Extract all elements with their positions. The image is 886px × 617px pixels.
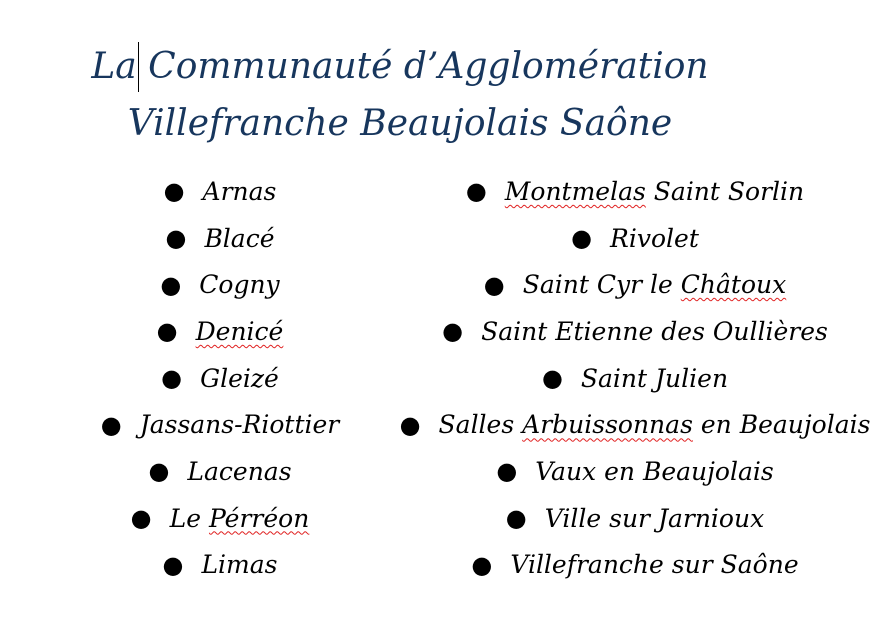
commune-name: Montmelas Saint Sorlin — [504, 176, 805, 206]
bullet-icon: ● — [100, 410, 122, 439]
commune-name: Rivolet — [610, 223, 699, 253]
document-title-line-2: Villefranche Beaujolais Saône — [127, 103, 673, 144]
list-item — [85, 355, 355, 402]
commune-name: Cogny — [199, 270, 280, 300]
commune-name: Blacé — [204, 223, 275, 253]
bullet-icon: ● — [571, 224, 593, 253]
bullet-icon: ● — [399, 410, 421, 439]
list-item — [400, 401, 870, 448]
bullet-icon: ● — [505, 504, 527, 533]
list-item — [400, 261, 870, 308]
list-item — [400, 448, 870, 495]
bullet-icon: ● — [130, 504, 152, 533]
commune-name: Salles Arbuissonnas en Beaujolais — [438, 410, 871, 440]
bullet-icon: ● — [163, 177, 185, 206]
bullet-icon: ● — [442, 317, 464, 346]
commune-name: Saint Julien — [580, 363, 729, 393]
list-item — [85, 261, 355, 308]
list-item — [85, 495, 355, 542]
commune-name: Saint Etienne des Oullières — [481, 316, 828, 346]
commune-name: Arnas — [202, 176, 277, 206]
commune-name: Denicé — [195, 316, 284, 346]
commune-name: Le Pérréon — [169, 503, 310, 533]
bullet-icon: ● — [162, 550, 184, 579]
list-item — [400, 308, 870, 355]
commune-name: Villefranche sur Saône — [510, 550, 799, 580]
bullet-icon: ● — [161, 364, 183, 393]
list-item — [85, 168, 355, 215]
bullet-icon: ● — [148, 457, 170, 486]
list-item — [85, 448, 355, 495]
list-item — [400, 215, 870, 262]
commune-name: Limas — [201, 550, 278, 580]
commune-name: Ville sur Jarnioux — [544, 503, 765, 533]
list-item — [400, 542, 870, 589]
commune-name: Saint Cyr le Châtoux — [522, 270, 787, 300]
commune-list-right — [400, 168, 870, 588]
list-item — [85, 308, 355, 355]
list-item — [400, 355, 870, 402]
list-item — [85, 215, 355, 262]
list-item — [400, 495, 870, 542]
list-item — [85, 542, 355, 589]
bullet-icon: ● — [496, 457, 518, 486]
bullet-icon: ● — [165, 224, 187, 253]
commune-name: Lacenas — [187, 456, 292, 486]
commune-name: Gleizé — [200, 363, 279, 393]
bullet-icon: ● — [156, 317, 178, 346]
bullet-icon: ● — [465, 177, 487, 206]
bullet-icon: ● — [541, 364, 563, 393]
commune-name: Jassans-Riottier — [139, 410, 340, 440]
commune-name: Vaux en Beaujolais — [535, 456, 774, 486]
bullet-icon: ● — [471, 550, 493, 579]
commune-list-left — [85, 168, 355, 588]
bullet-icon: ● — [483, 270, 505, 299]
list-item — [85, 401, 355, 448]
document-title-line-1: La Communauté d’Agglomération — [91, 46, 709, 87]
bullet-icon: ● — [160, 270, 182, 299]
list-item — [400, 168, 870, 215]
